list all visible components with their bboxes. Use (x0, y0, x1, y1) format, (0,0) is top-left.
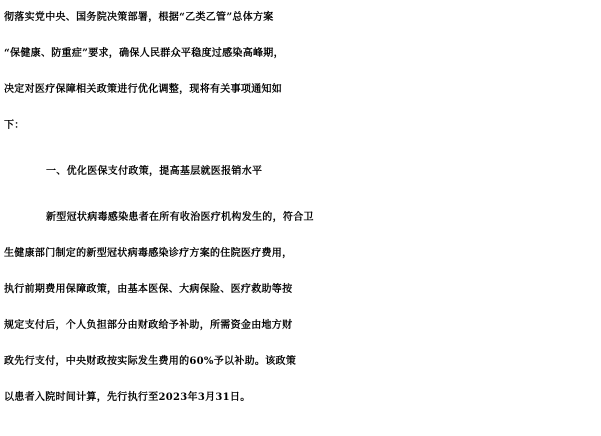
paragraph-1-line-2: “保健康、防重症”要求，确保人民群众平稳度过感染高峰期， (4, 48, 284, 59)
paragraph-1-line-1: 彻落实党中央、国务院决策部署，根据“乙类乙管”总体方案 (4, 12, 274, 23)
paragraph-1-line-4: 下： (4, 120, 25, 131)
paragraph-2-line-5: 政先行支付，中央财政按实际发生费用的60%予以补助。该政策 (4, 356, 297, 367)
paragraph-2-line-6: 以患者入院时间计算，先行执行至2023年3月31日。 (4, 392, 251, 403)
paragraph-2-line-4: 规定支付后，个人负担部分由财政给予补助，所需资金由地方财 (4, 320, 293, 331)
paragraph-2-line-1: 新型冠状病毒感染患者在所有收治医疗机构发生的，符合卫 (46, 212, 314, 223)
section-heading-1: 一、优化医保支付政策，提高基层就医报销水平 (46, 166, 263, 177)
paragraph-1-line-3: 决定对医疗保障相关政策进行优化调整，现将有关事项通知如 (4, 84, 283, 95)
paragraph-2-line-3: 执行前期费用保障政策，由基本医保、大病保险、医疗救助等按 (4, 284, 293, 295)
paragraph-2-line-2: 生健康部门制定的新型冠状病毒感染诊疗方案的住院医疗费用， (4, 248, 293, 259)
